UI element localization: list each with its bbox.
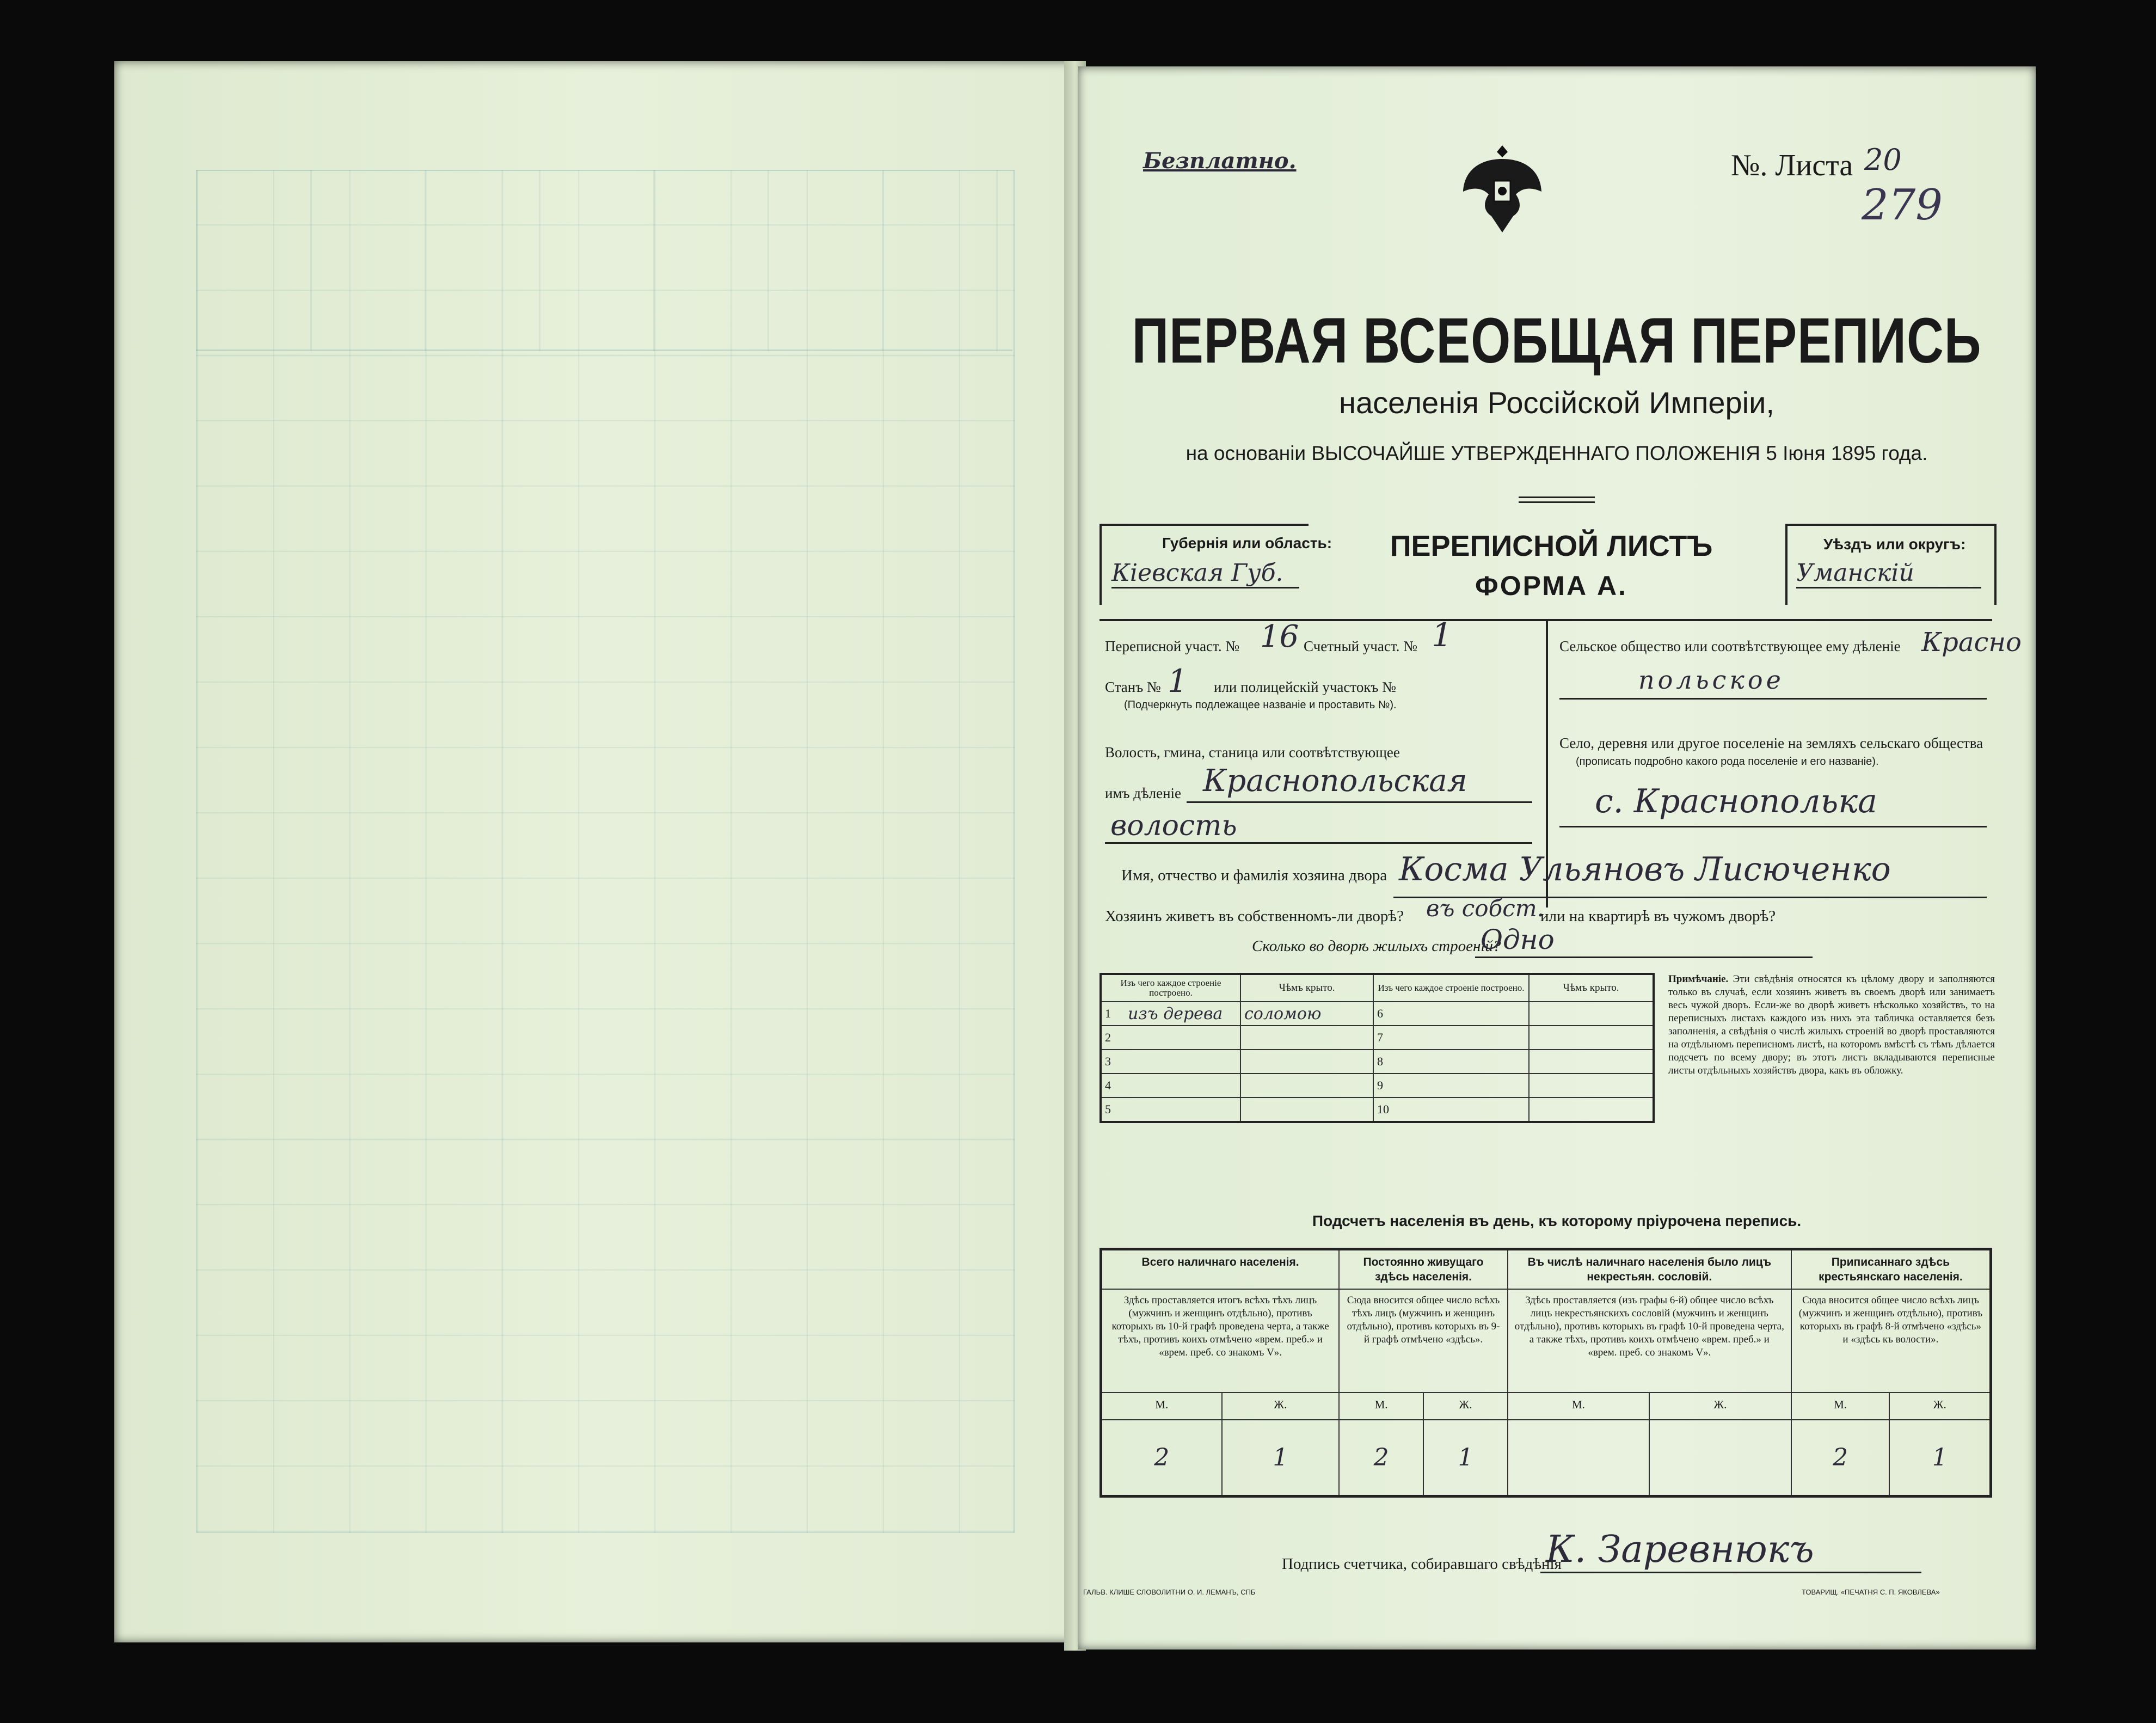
table-row [1101, 1002, 1654, 1026]
group-2-female: 1 [1423, 1420, 1508, 1496]
row-number: 7 [1373, 1026, 1402, 1050]
f-label: Ж. [1222, 1393, 1340, 1420]
village-label: Село, деревня или другое поселеніе на земляхъ сельскаго общества [1559, 735, 1983, 751]
ornamental-divider [1519, 496, 1595, 503]
census-district-value: 16 [1260, 619, 1299, 654]
sheet-number-label: №. Листа [1731, 149, 1853, 182]
table-row [1101, 1026, 1654, 1050]
census-subtitle: населенія Россійской Имперіи, [1339, 385, 1774, 420]
buildings-table [1100, 973, 1655, 1123]
group-1-desc: Здѣсь проставляется итогъ всѣхъ тѣхъ лицъ (мужчинъ и женщинъ отдѣльно), противъ которыхъ въ 10-й графѣ проведена черта, а также тѣхъ, противъ коихъ отмѣчено «врем. преб.» и «врем. преб. со знакомъ V». [1101, 1289, 1340, 1393]
table-row [1101, 1097, 1654, 1122]
row-number: 10 [1373, 1097, 1402, 1122]
lives-value: въ собст. [1426, 895, 1544, 922]
m-label: М. [1101, 1393, 1222, 1420]
group-2-male: 2 [1339, 1420, 1423, 1496]
stan-label: Станъ № [1105, 679, 1161, 695]
row-number: 4 [1101, 1074, 1125, 1097]
lives-label-2: или на квартирѣ въ чужомъ дворѣ? [1540, 908, 1776, 925]
group-4-desc: Сюда вносится общее число всѣхъ лицъ (мужчинъ и женщинъ отдѣльно), противъ которыхъ въ графѣ 8-й отмѣчено «здѣсь» и «здѣсь къ волости». [1791, 1289, 1991, 1393]
m-label: М. [1339, 1393, 1423, 1420]
m-label: М. [1791, 1393, 1890, 1420]
show-through-grid [196, 170, 1015, 1533]
group-4-female: 1 [1889, 1420, 1991, 1496]
group-3-female [1649, 1420, 1791, 1496]
sheet-number-value: 20 [1864, 143, 1902, 177]
owner-value: Косма Ульяновъ Лисюченко [1399, 850, 1891, 888]
row1-roof: соломою [1240, 1002, 1373, 1026]
group-3-desc: Здѣсь проставляется (изъ графы 6-й) общее число всѣхъ лицъ некрестьянскихъ сословій (мужчинъ и женщинъ отдѣльно), противъ которыхъ въ графѣ 10-й проведена черта, а также тѣхъ, противъ коихъ отмѣчено «врем. преб.» и «врем. преб. со знакомъ V». [1508, 1289, 1791, 1393]
society-value-1: Красно [1921, 627, 2022, 658]
row-number: 1 [1101, 1002, 1125, 1026]
signature-value: К. Заревнюкъ [1546, 1528, 1814, 1571]
owner-label: Имя, отчество и фамилія хозяина двора [1121, 867, 1387, 884]
free-of-charge-label: Безплатно. [1143, 148, 1297, 174]
row-number: 6 [1373, 1002, 1402, 1026]
left-page [114, 61, 1080, 1642]
census-basis: на основаніи ВЫСОЧАЙШЕ УТВЕРЖДЕННАГО ПОЛОЖЕНІЯ 5 Іюня 1895 года. [1186, 442, 1928, 464]
census-district-label: Переписной участ. № [1105, 638, 1240, 654]
f-label: Ж. [1889, 1393, 1991, 1420]
lives-label-1: Хозяинъ живетъ въ собственномъ-ли дворѣ? [1105, 908, 1404, 925]
village-value: с. Краснополька [1595, 782, 1877, 820]
m-label: М. [1508, 1393, 1649, 1420]
table-row [1101, 1074, 1654, 1097]
census-form-page [1078, 66, 2036, 1650]
village-underline [1559, 826, 1987, 827]
village-note: (прописать подробно какого рода поселеніе и его названіе). [1576, 756, 1879, 768]
police-district-label: или полицейскій участокъ № [1214, 679, 1396, 695]
row-number: 2 [1101, 1026, 1125, 1050]
sheet-number-alt: 279 [1862, 181, 1943, 230]
buildings-label: Сколько во дворѣ жилыхъ строеній? [1252, 937, 1501, 955]
gubernia-label: Губернія или область: [1162, 535, 1332, 551]
note-title: Примѣчаніе. [1668, 973, 1729, 985]
society-value-2: польское [1638, 665, 1784, 695]
form-type: ФОРМА А. [1475, 571, 1627, 601]
signature-underline [1540, 1572, 1921, 1573]
col-material-left: Изъ чего каждое строеніе построено. [1120, 978, 1221, 998]
group-3-title: Въ числѣ наличнаго населенія было лицъ некрестьян. сословій. [1508, 1249, 1791, 1290]
printer-right: ТОВАРИЩ. «ПЕЧАТНЯ С. П. ЯКОВЛЕВА» [1802, 1588, 1940, 1596]
row-number: 8 [1373, 1050, 1402, 1074]
count-district-label: Счетный участ. № [1304, 638, 1417, 654]
volost-underline-1 [1187, 801, 1532, 803]
buildings-value: Одно [1481, 924, 1555, 955]
row1-material: изъ дерева [1125, 1002, 1240, 1026]
society-label: Сельское общество или соотвѣтствующее ему дѣленіе [1559, 638, 1901, 654]
volost-value-1: Краснопольская [1203, 763, 1467, 799]
group-4-title: Приписаннаго здѣсь крестьянскаго населенія. [1791, 1249, 1991, 1290]
row-number: 9 [1373, 1074, 1402, 1097]
group-2-desc: Сюда вносится общее число всѣхъ тѣхъ лицъ (мужчинъ и женщинъ отдѣльно), противъ которыхъ въ 9-й графѣ отмѣчено «здѣсь». [1339, 1289, 1508, 1393]
group-1-male: 2 [1101, 1420, 1222, 1496]
volost-value-2: волость [1110, 810, 1237, 842]
table-row [1101, 1050, 1654, 1074]
printer-left: ГАЛЬВ. КЛИШЕ СЛОВОЛИТНИ О. И. ЛЕМАНЪ, СПБ [1083, 1588, 1256, 1596]
group-3-male [1508, 1420, 1649, 1496]
volost-label-2: имъ дѣленіе [1105, 785, 1182, 801]
note-block [1668, 973, 1995, 1077]
gubernia-value: Кіевская Губ. [1111, 559, 1299, 588]
f-label: Ж. [1423, 1393, 1508, 1420]
volost-underline-2 [1105, 842, 1532, 844]
row-number: 3 [1101, 1050, 1125, 1074]
volost-label-1: Волость, гмина, станица или соотвѣтствующее [1105, 744, 1400, 761]
col-roof-right: Чѣмъ крыто. [1563, 982, 1619, 994]
uezd-label: Уѣздъ или округъ: [1823, 536, 1966, 553]
form-name: ПЕРЕПИСНОЙ ЛИСТЪ [1390, 530, 1713, 562]
society-underline [1559, 698, 1987, 700]
signature-label: Подпись счетчика, собиравшаго свѣдѣнія [1282, 1555, 1562, 1573]
buildings-underline [1475, 956, 1813, 958]
imperial-eagle-emblem [1459, 140, 1546, 238]
underline-note: (Подчеркнуть подлежащее названіе и проставить №). [1124, 699, 1397, 711]
group-1-female: 1 [1222, 1420, 1340, 1496]
group-1-title: Всего наличнаго населенія. [1101, 1249, 1340, 1290]
census-title: ПЕРВАЯ ВСЕОБЩАЯ ПЕРЕПИСЬ [1132, 304, 1982, 376]
stan-value: 1 [1168, 663, 1188, 700]
uezd-value: Уманскій [1796, 559, 1981, 588]
row-number: 5 [1101, 1097, 1125, 1122]
group-4-male: 2 [1791, 1420, 1890, 1496]
group-2-title: Постоянно живущаго здѣсь населенія. [1339, 1249, 1508, 1290]
population-table [1100, 1248, 1992, 1498]
col-roof-left: Чѣмъ крыто. [1279, 982, 1335, 994]
col-material-right: Изъ чего каждое строеніе построено. [1378, 983, 1525, 993]
count-district-value: 1 [1432, 616, 1453, 654]
f-label: Ж. [1649, 1393, 1791, 1420]
population-heading: Подсчетъ населенія въ день, къ которому пріурочена перепись. [1312, 1212, 1802, 1229]
note-text: Эти свѣдѣнія относятся къ цѣлому двору и заполняются только въ случаѣ, если хозяинъ живетъ въ своемъ дворѣ или занимаетъ весь чужой дворъ. Если-же во дворѣ живетъ нѣсколько хозяйствъ, то на переписныхъ листахъ каждого изъ нихъ эта табличка оставляется безъ заполненія, а свѣдѣнія о числѣ жилыхъ строеній во дворѣ проставляются на отдѣльномъ переписномъ листѣ, на которомъ вмѣстѣ съ тѣмъ дѣлается подсчетъ по всему двору; въ этотъ листъ вкладываются переписные листы отдѣльныхъ хозяйствъ двора, какъ въ обложку. [1668, 973, 1995, 1076]
